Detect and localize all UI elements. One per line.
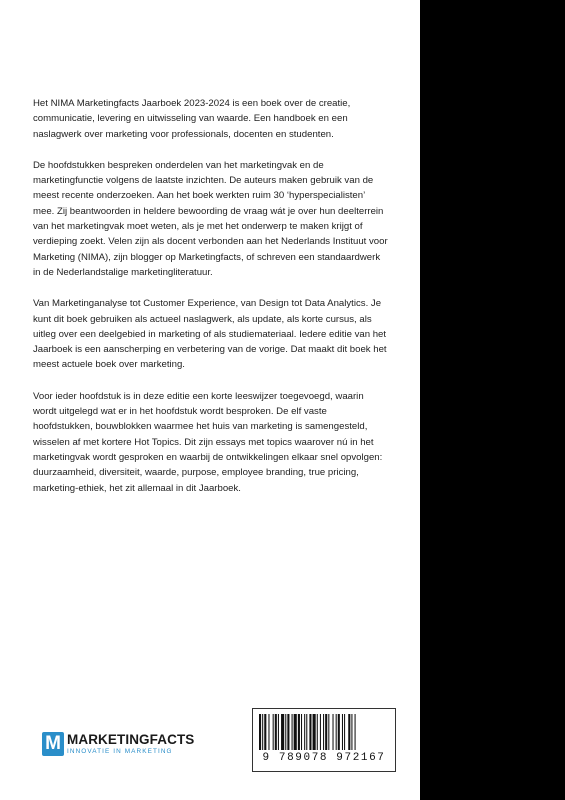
barcode-bar <box>262 714 263 750</box>
barcode-bar <box>351 714 352 750</box>
barcode-bar <box>292 714 293 750</box>
logo-name: MARKETINGFACTS <box>67 732 195 747</box>
barcode-bar <box>323 714 324 750</box>
isbn-barcode <box>252 708 396 772</box>
barcode-bar <box>298 714 300 750</box>
barcode-bar <box>306 714 307 750</box>
barcode-bar <box>348 714 350 750</box>
blurb-paragraph-4: Voor ieder hoofdstuk is in deze editie een korte leeswijzer toegevoegd, waarin wordt uitgelegd wat er in het hoofdstuk wordt besproken. De elf vaste hoofdstukken, bouwblokken waarmee het huis van marketing is samengesteld, wisselen af met kortere Hot Topics. Dit zijn essays met topics waarover nú in het marketingvak wordt gesproken en waarbij de ontwikkelingen elkaar snel opvolgen: duurzaamheid, diversiteit, waarde, purpose, employee branding, true pricing, marketing-ethiek, het zit allemaal in dit Jaarboek. <box>33 390 383 494</box>
barcode-bar <box>333 714 334 750</box>
barcode-bar <box>301 714 302 750</box>
barcode-bar <box>320 714 321 750</box>
marketingfacts-logo <box>42 732 194 756</box>
barcode-bar <box>285 714 286 750</box>
black-spine-panel <box>420 0 565 800</box>
barcode-bar <box>268 714 269 750</box>
blurb-paragraph-1: Het NIMA Marketingfacts Jaarboek 2023-2024 is een boek over de creatie, communicatie, levering en uitwisseling van waarde. Een handboek en een naslagwerk over marketing voor professionals, docenten en studenten. <box>33 98 351 140</box>
barcode-bar <box>338 714 340 750</box>
barcode-bar <box>328 714 329 750</box>
barcode-bar <box>313 714 316 750</box>
barcode-bar <box>342 714 343 750</box>
barcode-bar <box>287 714 289 750</box>
barcode-bar <box>355 714 356 750</box>
barcode-bar <box>309 714 311 750</box>
logo-tagline: INNOVATIE IN MARKETING <box>67 748 173 755</box>
barcode-bar <box>336 714 337 750</box>
barcode-bar <box>294 714 297 750</box>
back-cover-blurb <box>33 96 388 512</box>
barcode-bar <box>275 714 277 750</box>
barcode-bar <box>259 714 261 750</box>
barcode-bar <box>325 714 327 750</box>
barcode-bars <box>259 714 389 750</box>
barcode-bar <box>304 714 305 750</box>
isbn-number: 9 789078 972167 <box>262 752 386 764</box>
blurb-paragraph-3: Van Marketinganalyse tot Customer Experience, van Design tot Data Analytics. Je kunt dit boek gebruiken als actueel naslagwerk, als update, als korte cursus, als uitleg over een deelgebied in marketing of als studiemateriaal. Iedere editie van het Jaarboek is een aanscherping en verbetering van de vorige. Dat maakt dit boek het meest actuele boek over marketing. <box>33 298 387 371</box>
barcode-bar <box>273 714 274 750</box>
barcode-bar <box>317 714 318 750</box>
barcode-bar <box>264 714 266 750</box>
marketingfacts-logo-icon: M <box>42 732 64 756</box>
barcode-bar <box>344 714 345 750</box>
barcode-bar <box>281 714 284 750</box>
barcode-bar <box>278 714 279 750</box>
blurb-paragraph-2: De hoofdstukken bespreken onderdelen van het marketingvak en de marketingfunctie volgens de laatste inzichten. De auteurs maken gebruik van de meest recente onderzoeken. Aan het boek werkten ruim 30 ‘hyperspecialisten’ mee. Zij beantwoorden in heldere bewoording de vraag wát je over hun deelterrein van het marketingvak moet weten, als je met het onderwerp te maken krijgt of verdieping zoekt. Velen zijn als docent verbonden aan het Nederlands Instituut voor Marketing (NIMA), zijn blogger op Marketingfacts, of schreven een standaardwerk in de Nederlandstalige marketingliteratuur. <box>33 159 388 278</box>
